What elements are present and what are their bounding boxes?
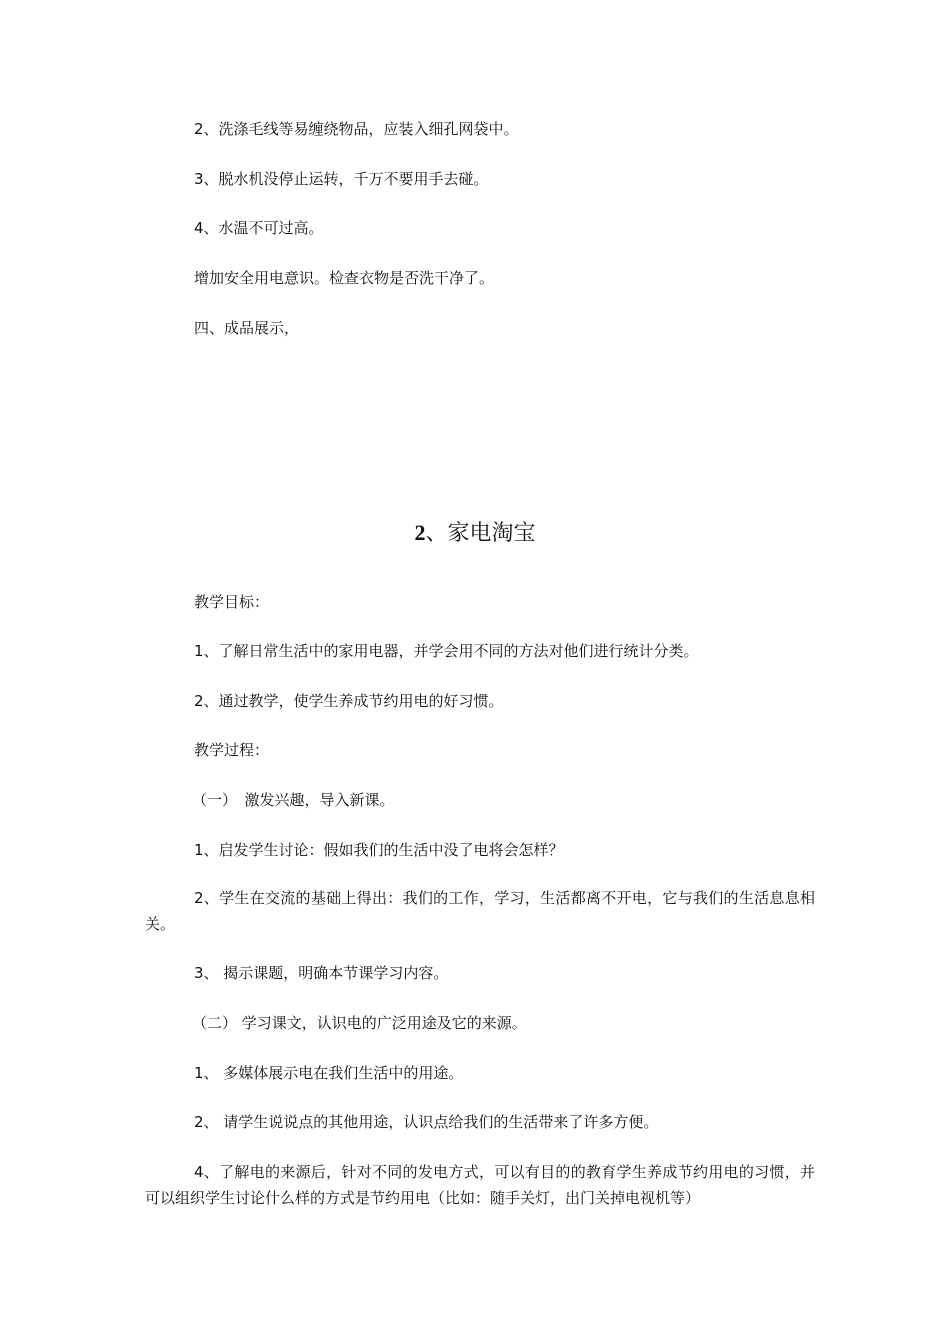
paragraph: 4、水温不可过高。 bbox=[194, 219, 324, 237]
paragraph: 2、学生在交流的基础上得出：我们的工作，学习，生活都离不开电，它与我们的生活息息相关。 bbox=[145, 889, 815, 933]
section-heading: （一） 激发兴趣，导入新课。 bbox=[192, 791, 395, 809]
paragraph: 3、脱水机没停止运转，千万不要用手去碰。 bbox=[194, 170, 489, 188]
section-heading: （二） 学习课文，认识电的广泛用途及它的来源。 bbox=[192, 1014, 527, 1032]
lesson-title-text: 、家电淘宝 bbox=[425, 521, 536, 546]
process-heading: 教学过程： bbox=[194, 741, 270, 759]
paragraph: 1、启发学生讨论：假如我们的生活中没了电将会怎样？ bbox=[194, 841, 564, 859]
lesson-title bbox=[0, 518, 950, 549]
lesson-title-number: 2 bbox=[414, 520, 426, 545]
paragraph: 2、通过教学，使学生养成节约用电的好习惯。 bbox=[194, 692, 504, 710]
goals-heading: 教学目标： bbox=[194, 593, 270, 611]
paragraph: 1、 多媒体展示电在我们生活中的用途。 bbox=[194, 1064, 464, 1082]
paragraph: 1、了解日常生活中的家用电器，并学会用不同的方法对他们进行统计分类。 bbox=[194, 642, 699, 660]
paragraph: 四、成品展示， bbox=[194, 319, 300, 337]
paragraph: 2、洗涤毛线等易缠绕物品，应装入细孔网袋中。 bbox=[194, 120, 519, 138]
paragraph: 3、 揭示课题，明确本节课学习内容。 bbox=[194, 964, 449, 982]
paragraph: 增加安全用电意识。检查衣物是否洗干净了。 bbox=[194, 269, 495, 287]
paragraph: 4、了解电的来源后，针对不同的发电方式，可以有目的的教育学生养成节约用电的习惯，并可以组织学生讨论什么样的方式是节约用电（比如：随手关灯，出门关掉电视机等） bbox=[145, 1163, 815, 1207]
paragraph: 2、 请学生说说点的其他用途，认识点给我们的生活带来了许多方便。 bbox=[194, 1113, 659, 1131]
